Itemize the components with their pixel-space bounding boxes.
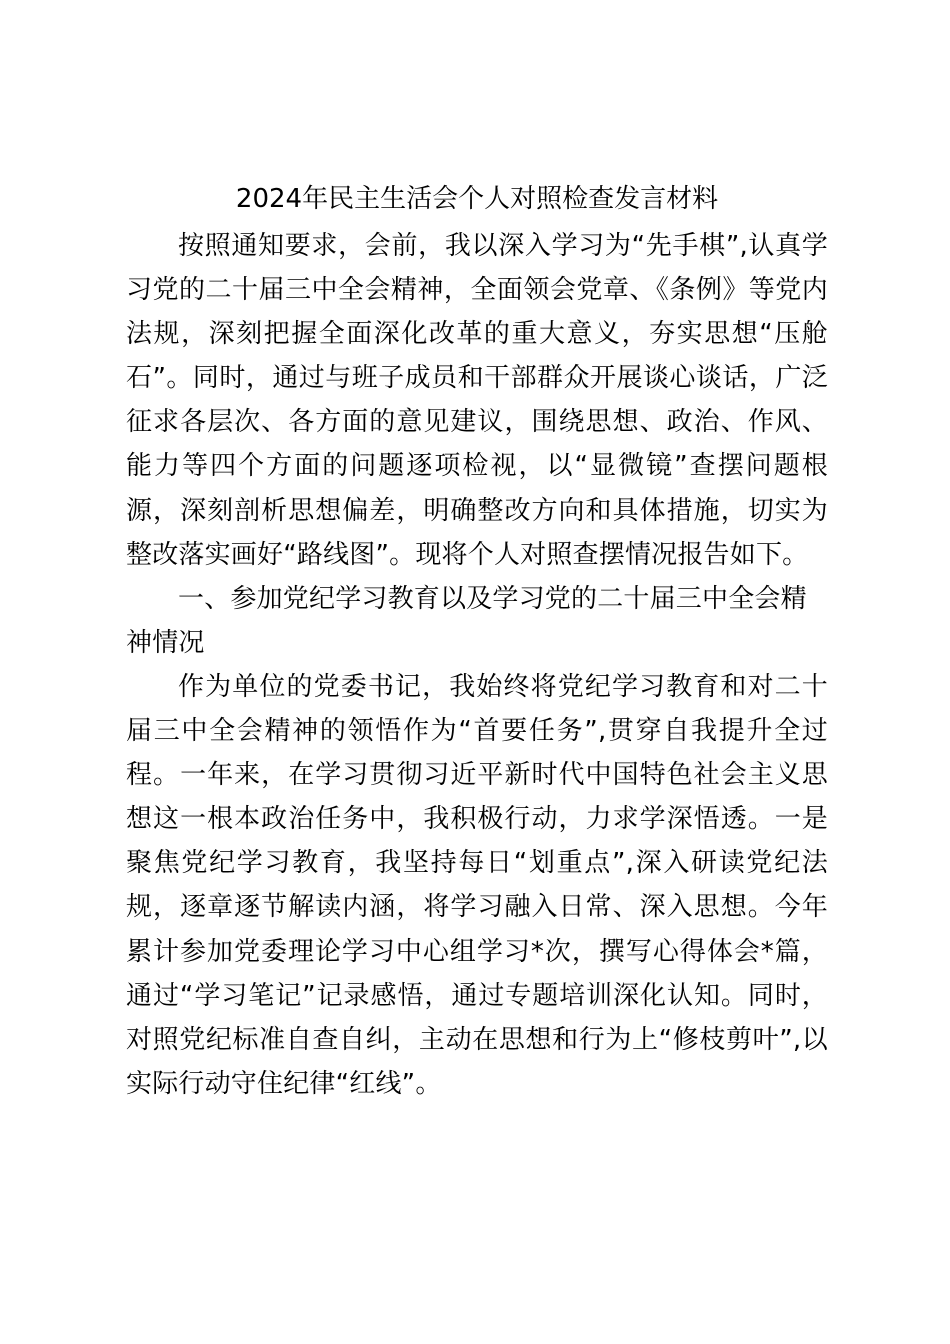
document-body [126,174,828,1106]
document-title: 2024年民主生活会个人对照检查发言材料 [235,184,719,214]
intro-paragraph: 按照通知要求，会前，我以深入学习为“先手棋”,认真学习党的二十届三中全会精神，全面领会党章、《条例》等党内法规，深刻把握全面深化改革的重大意义，夯实思想“压舱石”。同时，通过与班子成员和干部群众开展谈心谈话，广泛征求各层次、各方面的意见建议，围绕思想、政治、作风、能力等四个方面的问题逐项检视，以“显微镜”查摆问题根源，深刻剖析思想偏差，明确整改方向和具体措施，切实为整改落实画好“路线图”。现将个人对照查摆情况报告如下。 [126,231,828,570]
section-heading: 一、参加党纪学习教育以及学习党的二十届三中全会精神情况 [126,583,807,658]
section-paragraph: 作为单位的党委书记，我始终将党纪学习教育和对二十届三中全会精神的领悟作为“首要任务”,贯穿自我提升全过程。一年来，在学习贯彻习近平新时代中国特色社会主义思想这一根本政治任务中，我积极行动，力求学深悟透。一是聚焦党纪学习教育，我坚持每日“划重点”,深入研读党纪法规，逐章逐节解读内涵，将学习融入日常、深入思想。今年累计参加党委理论学习中心组学习*次，撰写心得体会*篇，通过“学习笔记”记录感悟，通过专题培训深化认知。同时，对照党纪标准自查自纠，主动在思想和行为上“修枝剪叶”,以实际行动守住纪律“红线”。 [126,671,828,1099]
